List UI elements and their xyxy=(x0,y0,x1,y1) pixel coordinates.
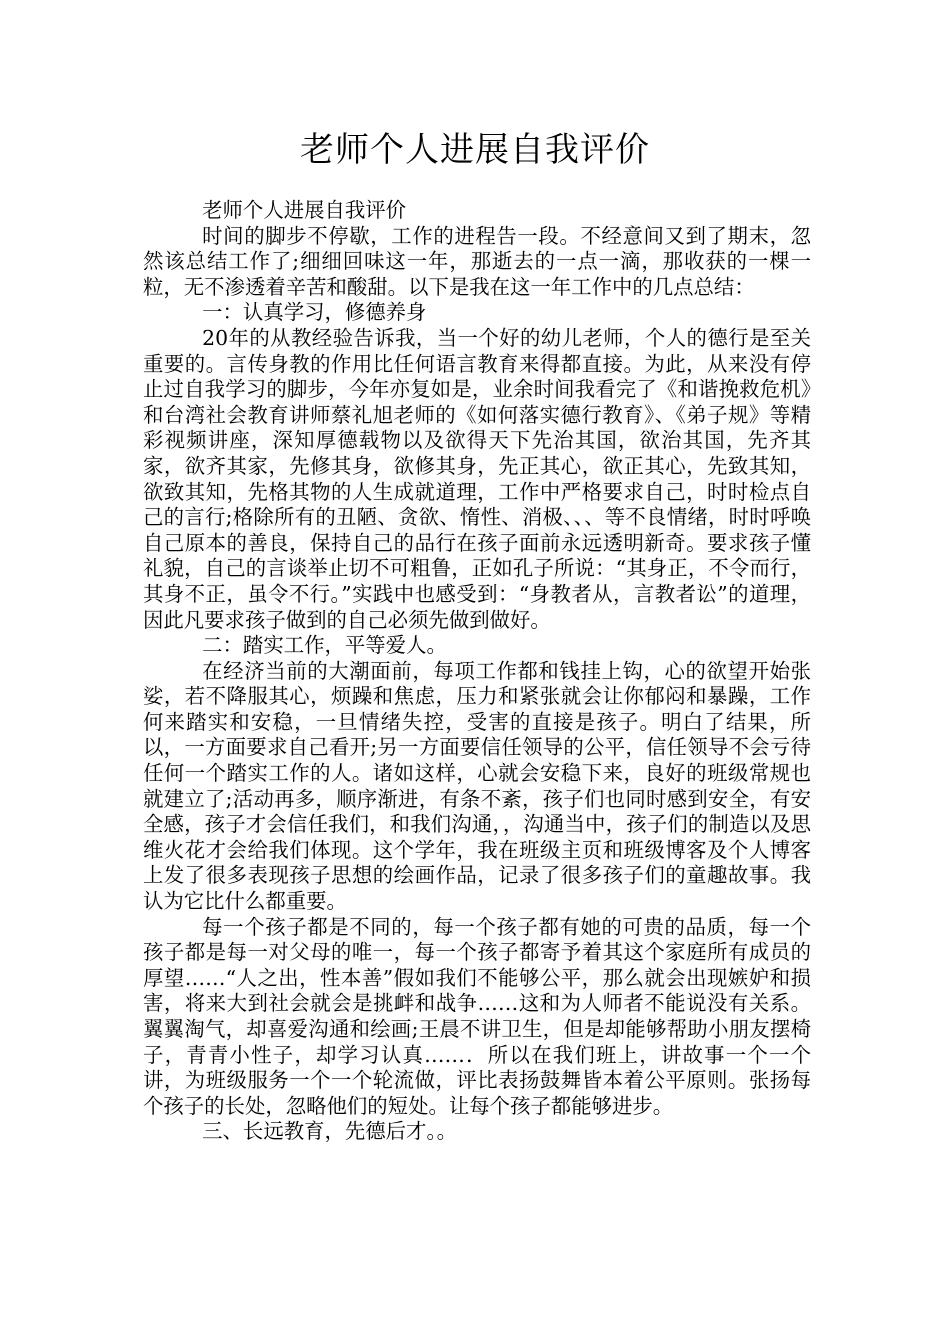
paragraph-intro: 时间的脚步不停歇，工作的进程告一段。不经意间又到了期末，忽然该总结工作了;细细回味这一年，那逝去的一点一滴，那收获的一棵一粒，无不渗透着辛苦和酸甜。以下是我在这一年工作中的几点总结： xyxy=(143,223,811,299)
section-heading-2: 二：踏实工作，平等爱人。 xyxy=(202,633,447,658)
document-body xyxy=(143,198,811,1145)
document-title: 老师个人进展自我评价 xyxy=(300,130,650,170)
paragraph-section-2a: 在经济当前的大潮面前，每项工作都和钱挂上钩，心的欲望开始张娑，若不降服其心，烦躁和焦虑，压力和紧张就会让你郁闷和暴躁，工作何来踏实和安稳，一旦情绪失控，受害的直接是孩子。明白了结果，所以，一方面要求自己看开;另一方面要信任领导的公平，信任领导不会亏待任何一个踏实工作的人。诸如这样，心就会安稳下来，良好的班级常规也就建立了;活动再多，顺序渐进，有条不紊，孩子们也同时感到安全，有安全感，孩子才会信任我们，和我们沟通，，沟通当中，孩子们的制造以及思维火花才会给我们体现。这个学年，我在班级主页和班级博客及个人博客上发了很多表现孩子思想的绘画作品，记录了很多孩子们的童趣故事。我认为它比什么都重要。 xyxy=(143,658,811,914)
paragraph-section-2b: 每一个孩子都是不同的，每一个孩子都有她的可贵的品质，每一个孩子都是每一对父母的唯一，每一个孩子都寄予着其这个家庭所有成员的厚望……“人之出，性本善”假如我们不能够公平，那么就会出现嫉妒和损害，将来大到社会就会是挑衅和战争……这和为人师者不能说没有关系。翼翼淘气，却喜爱沟通和绘画;王晨不讲卫生，但是却能够帮助小朋友摆椅子，青青小性子，却学习认真……．所以在我们班上，讲故事一个一个讲，为班级服务一个一个轮流做，评比表扬鼓舞皆本着公平原则。张扬每个孩子的长处，忽略他们的短处。让每个孩子都能够进步。 xyxy=(143,914,811,1118)
section-heading-3: 三、长远教育，先德后才。。 xyxy=(202,1119,458,1144)
section-heading-1: 一：认真学习，修德养身 xyxy=(202,300,427,325)
paragraph-subtitle: 老师个人进展自我评价 xyxy=(202,198,407,222)
paragraph-section-1: 20年的从教经验告诉我，当一个好的幼儿老师，个人的德行是至关重要的。言传身教的作用比任何语言教育来得都直接。为此，从来没有停止过自我学习的脚步，今年亦复如是，业余时间我看完了《和谐挽救危机》和台湾社会教育讲师蔡礼旭老师的《如何落实德行教育》、《弟子规》等精彩视频讲座，深知厚德载物以及欲得天下先治其国，欲治其国，先齐其家，欲齐其家，先修其身，欲修其身，先正其心，欲正其心，先致其知，欲致其知，先格其物的人生成就道理，工作中严格要求自己，时时检点自己的言行;格除所有的丑陋、贪欲、惰性、消极、、、等不良情绪，时时呼唤自己原本的善良，保持自己的品行在孩子面前永远透明新奇。要求孩子懂礼貌，自己的言谈举止切不可粗鲁，正如孔子所说：“其身正，不令而行，其身不正，虽令不行。”实践中也感受到：“身教者从，言教者讼”的道理，因此凡要求孩子做到的自己必须先做到做好。 xyxy=(143,325,811,632)
